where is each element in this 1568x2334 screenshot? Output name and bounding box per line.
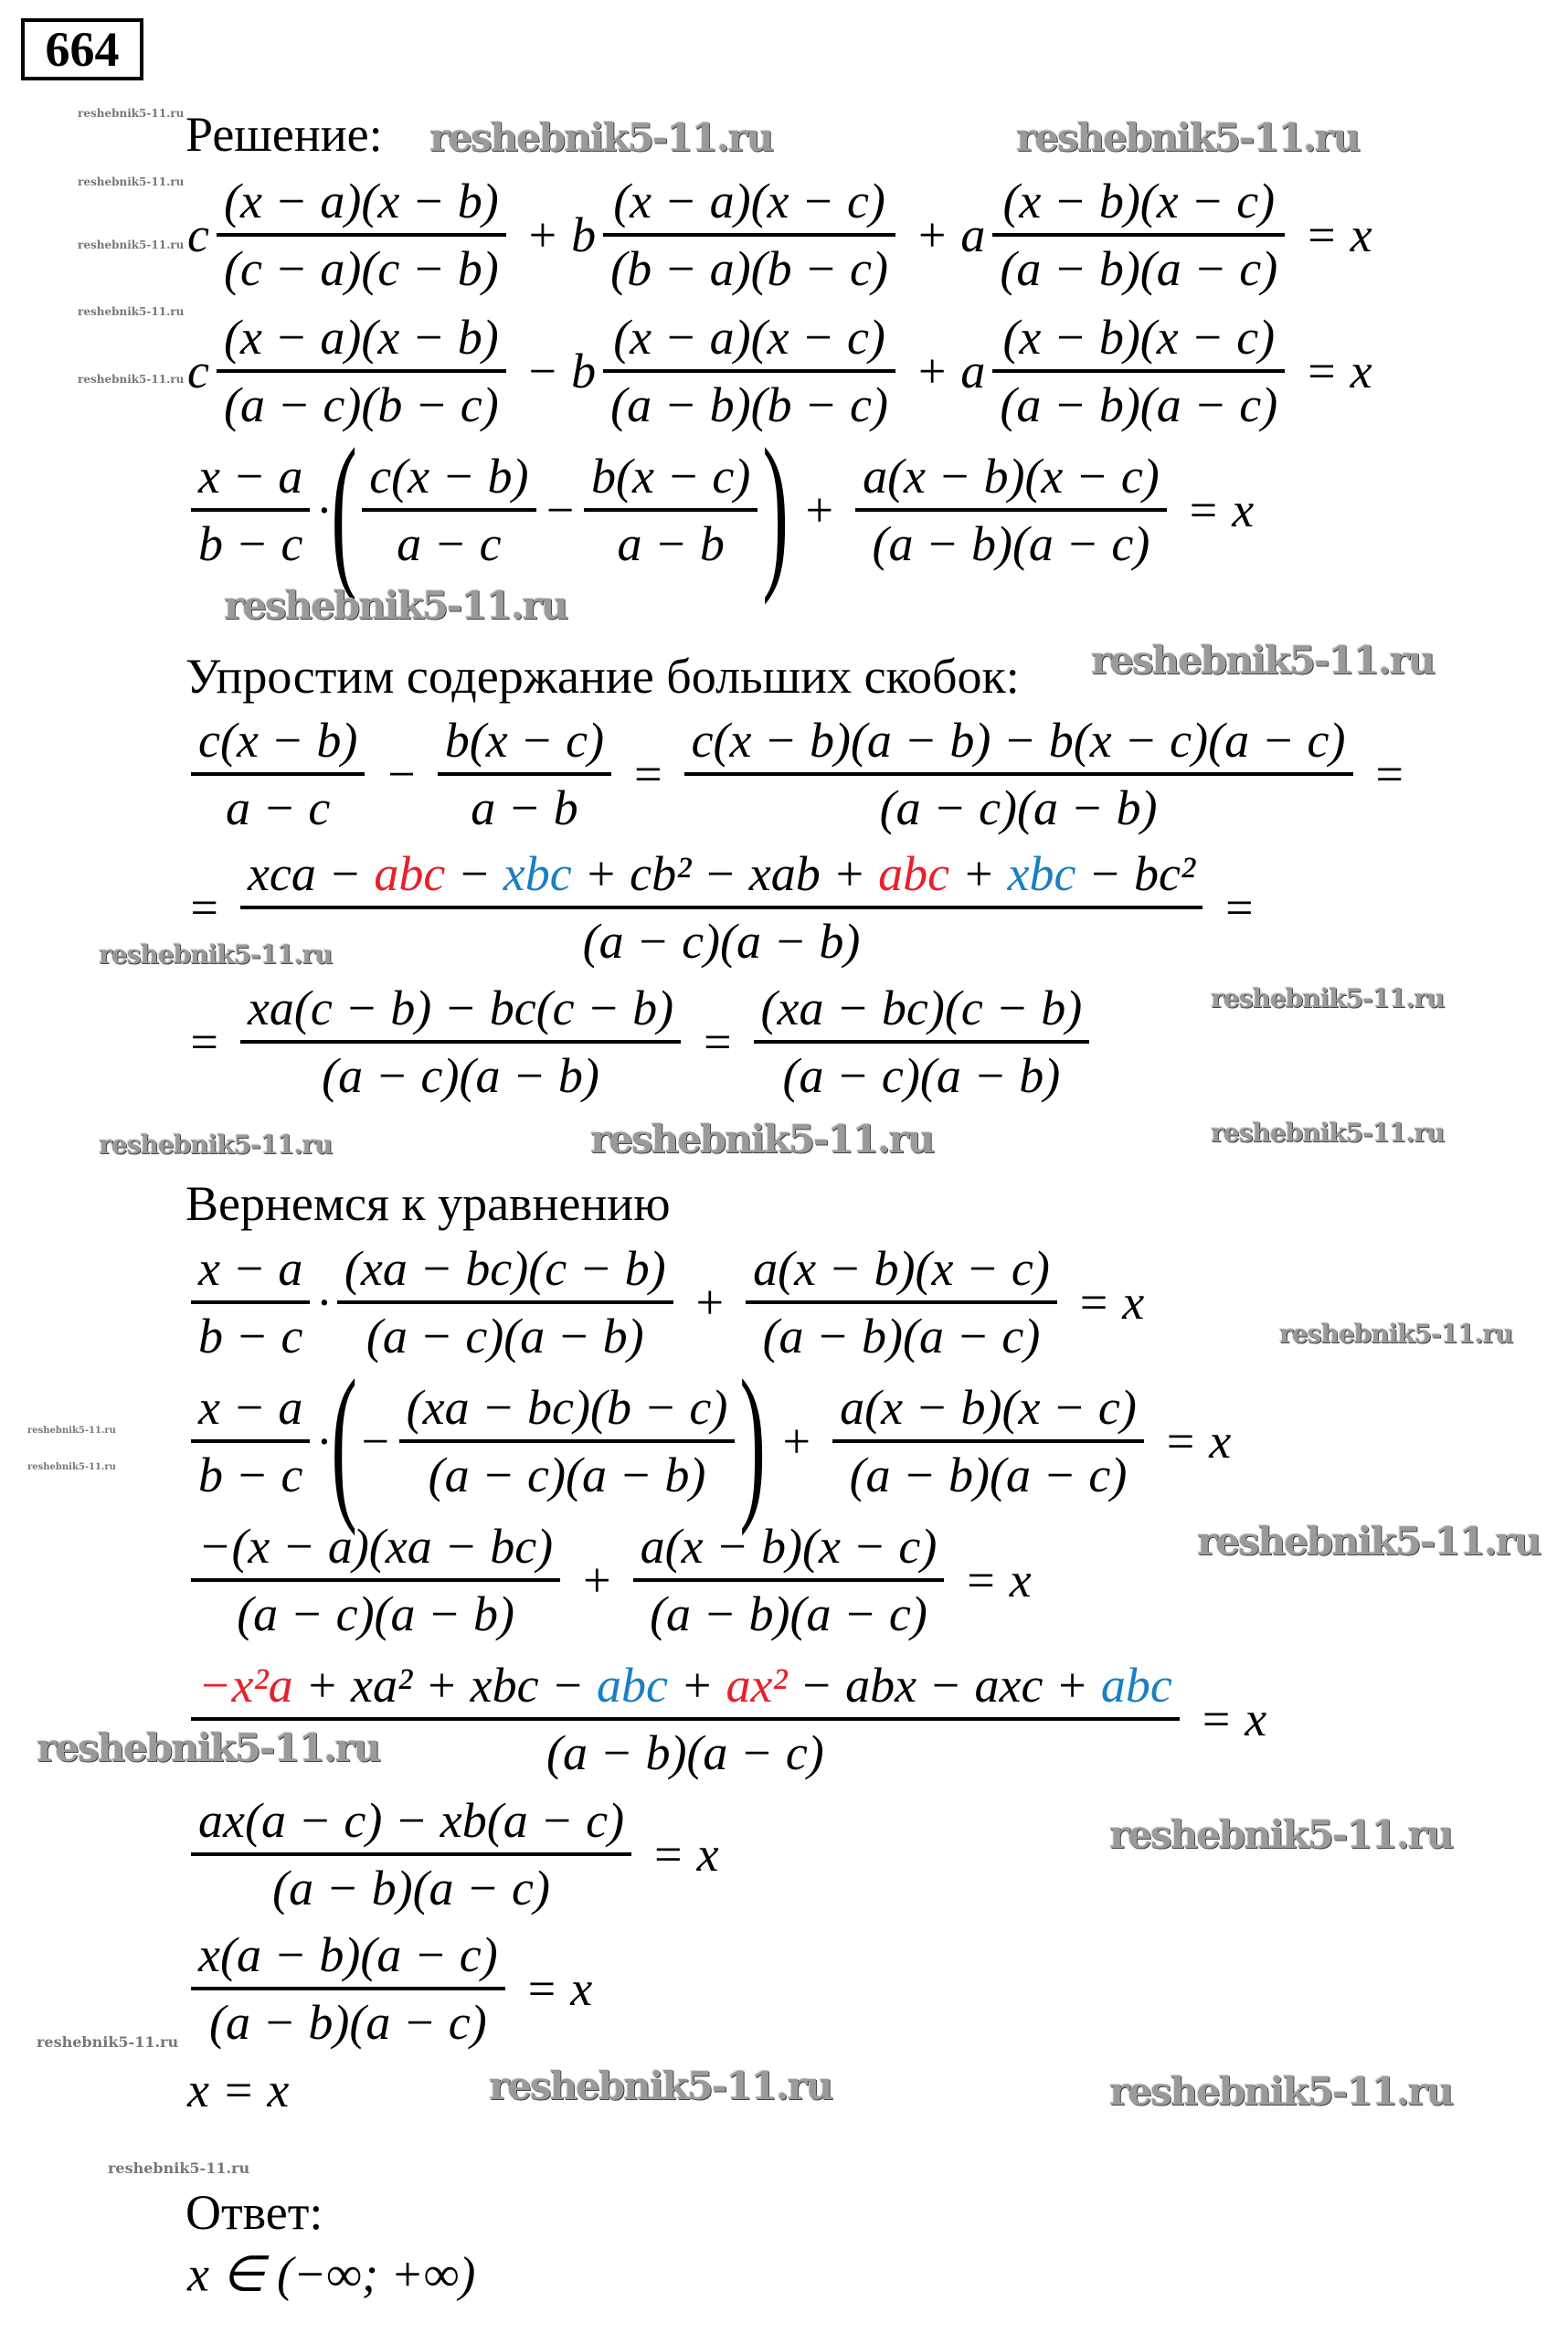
equation-line — [185, 2062, 291, 2118]
math-text: − b — [513, 344, 597, 398]
denominator: (a − c)(a − b) — [782, 1048, 1061, 1103]
term: − abx − axc + — [787, 1658, 1101, 1713]
big-parenthesis: ( — [331, 414, 357, 606]
watermark: reshebnik5-11.ru — [1279, 1319, 1513, 1349]
math-text: x = x — [187, 2063, 290, 2117]
fraction — [832, 1375, 1144, 1507]
math-text: = x — [1292, 207, 1372, 262]
fraction — [217, 305, 506, 437]
math-text: · — [317, 483, 330, 537]
watermark: reshebnik5-11.ru — [27, 1426, 116, 1436]
equation-line — [185, 1923, 594, 2054]
denominator: a − c — [397, 516, 502, 571]
watermark: reshebnik5-11.ru — [78, 305, 185, 318]
math-text: − — [358, 1414, 392, 1469]
numerator: ax(a − c) − xb(a − c) — [198, 1793, 625, 1848]
answer-label: Ответ: — [185, 2185, 323, 2240]
numerator: (x − a)(x − b) — [223, 174, 499, 228]
big-parenthesis: ) — [739, 1345, 767, 1537]
numerator: (x − a)(x − c) — [613, 310, 885, 365]
fraction — [191, 1375, 310, 1507]
math-text: = x — [639, 1827, 719, 1882]
math-text: = x — [1150, 1414, 1232, 1469]
watermark: reshebnik5-11.ru — [37, 1725, 380, 1770]
math-text: = — [187, 880, 233, 935]
numerator: (xa − bc)(b − c) — [406, 1380, 728, 1435]
math-text: x ∈ (−∞; +∞) — [187, 2246, 476, 2302]
equation-line — [185, 976, 1095, 1108]
math-text: = — [1210, 880, 1256, 935]
watermark: reshebnik5-11.ru — [78, 175, 185, 188]
highlighted-term-red: −x²a — [198, 1658, 293, 1713]
highlighted-term-red: abc — [374, 846, 446, 901]
math-text: = — [1360, 747, 1406, 801]
math-text: = x — [512, 1961, 593, 2016]
watermark: reshebnik5-11.ru — [1091, 638, 1435, 683]
denominator: (a − b)(a − c) — [762, 1309, 1041, 1363]
equation-line — [185, 1236, 1146, 1368]
numerator: x − a — [198, 449, 303, 504]
fraction — [633, 1514, 945, 1646]
fraction — [240, 976, 681, 1108]
numerator: (xa − bc)(c − b) — [760, 981, 1083, 1035]
fraction — [746, 1236, 1057, 1368]
equation-line — [185, 842, 1257, 973]
term: + — [949, 846, 1008, 901]
fraction — [240, 842, 1202, 973]
numerator: a(x − b)(x − c) — [840, 1380, 1137, 1435]
watermark: reshebnik5-11.ru — [1109, 2069, 1453, 2114]
fraction — [191, 1923, 505, 2054]
fraction — [603, 169, 895, 301]
fraction — [992, 305, 1285, 437]
equation-line — [185, 1345, 1233, 1537]
equation-line — [185, 169, 1374, 301]
fraction — [855, 444, 1167, 576]
math-text: + a — [902, 344, 986, 398]
watermark: reshebnik5-11.ru — [1211, 983, 1445, 1013]
numerator: (x − b)(x − c) — [1002, 310, 1276, 365]
math-text: c — [187, 344, 209, 398]
numerator: (x − a)(x − c) — [613, 174, 885, 228]
math-text: = — [688, 1014, 747, 1069]
math-text: + — [789, 483, 849, 537]
numerator: (x − b)(x − c) — [1002, 174, 1276, 228]
watermark: reshebnik5-11.ru — [590, 1117, 934, 1162]
fraction — [992, 169, 1285, 301]
math-text: = x — [1064, 1275, 1145, 1330]
denominator: (a − b)(a − c) — [650, 1586, 927, 1641]
term: − bc² — [1075, 846, 1196, 901]
denominator: (a − b)(a − c) — [872, 516, 1150, 571]
equation-line — [185, 2245, 477, 2303]
watermark: reshebnik5-11.ru — [1109, 1812, 1453, 1857]
math-text: + a — [902, 207, 986, 262]
term: + xa² + xbc − — [292, 1658, 598, 1713]
highlighted-term-blue: xbc — [503, 846, 572, 901]
math-text: · — [317, 1275, 330, 1330]
numerator: (xa − bc)(c − b) — [344, 1241, 666, 1296]
numerator: c(x − b) — [369, 449, 529, 504]
fraction — [191, 444, 310, 576]
denominator: a − b — [471, 780, 578, 835]
watermark: reshebnik5-11.ru — [37, 2033, 179, 2051]
watermark: reshebnik5-11.ru — [1211, 1118, 1445, 1148]
math-text: + — [567, 1553, 626, 1607]
watermark: reshebnik5-11.ru — [108, 2159, 250, 2177]
watermark: reshebnik5-11.ru — [429, 115, 773, 160]
highlighted-term-blue: xbc — [1007, 846, 1076, 901]
math-text: − — [372, 747, 430, 801]
numerator: a(x − b)(x − c) — [640, 1519, 938, 1574]
fraction — [684, 708, 1353, 840]
denominator: (a − b)(a − c) — [849, 1448, 1128, 1502]
denominator: (a − c)(a − b) — [428, 1448, 706, 1502]
numerator: (x − a)(x − b) — [223, 310, 499, 365]
math-text: + — [767, 1414, 826, 1469]
numerator: c(x − b)(a − b) − b(x − c)(a − c) — [691, 713, 1346, 768]
math-text: c — [187, 207, 209, 262]
fraction — [603, 305, 895, 437]
math-text: = — [619, 747, 677, 801]
fraction — [584, 444, 758, 576]
math-text: = — [187, 1014, 233, 1069]
numerator: x − a — [198, 1241, 303, 1296]
term: xca − — [247, 846, 375, 901]
fraction — [191, 1514, 560, 1646]
watermark: reshebnik5-11.ru — [99, 1130, 333, 1160]
denominator: (a − c)(b − c) — [223, 377, 499, 432]
equation-line — [185, 1514, 1033, 1646]
denominator: (a − b)(a − c) — [1000, 241, 1278, 296]
denominator: (c − a)(c − b) — [223, 241, 499, 296]
equation-line — [185, 1788, 721, 1920]
math-text: − — [543, 483, 577, 537]
fraction — [337, 1236, 673, 1368]
fraction — [754, 976, 1090, 1108]
highlighted-term-blue: abc — [1100, 1658, 1172, 1713]
numerator: x − a — [198, 1380, 303, 1435]
numerator: −(x − a)(xa − bc) — [198, 1519, 554, 1574]
watermark: reshebnik5-11.ru — [78, 107, 185, 120]
denominator: (a − c)(a − b) — [366, 1309, 644, 1363]
fraction — [217, 169, 506, 301]
math-text: = x — [1186, 1692, 1267, 1746]
denominator: (a − b)(a − c) — [1000, 377, 1278, 432]
fraction — [438, 708, 611, 840]
denominator: a − b — [617, 516, 725, 571]
fraction — [191, 708, 365, 840]
numerator — [191, 1653, 1180, 1717]
watermark: reshebnik5-11.ru — [78, 373, 185, 386]
denominator: (a − c)(a − b) — [582, 914, 861, 969]
denominator: (a − b)(b − c) — [610, 377, 888, 432]
denominator: (a − b)(a − c) — [546, 1725, 824, 1780]
highlighted-term-red: ax² — [726, 1658, 788, 1713]
watermark: reshebnik5-11.ru — [1016, 115, 1360, 160]
solution-label: Решение: — [185, 107, 383, 162]
problem-number: 664 — [21, 18, 143, 80]
watermark: reshebnik5-11.ru — [1197, 1519, 1541, 1564]
watermark: reshebnik5-11.ru — [78, 239, 185, 251]
watermark: reshebnik5-11.ru — [489, 2063, 832, 2108]
numerator: x(a − b)(a − c) — [198, 1927, 498, 1982]
term: − — [445, 846, 503, 901]
denominator: (a − b)(a − c) — [208, 1995, 487, 2050]
simplify-label: Упростим содержание больших скобок: — [185, 649, 1020, 704]
denominator: (a − c)(a − b) — [322, 1048, 599, 1103]
numerator: c(x − b) — [198, 713, 358, 768]
denominator: b − c — [198, 1448, 303, 1502]
fraction — [399, 1375, 736, 1507]
numerator: b(x − c) — [591, 449, 751, 504]
denominator: (a − c)(a − b) — [879, 780, 1158, 835]
numerator — [240, 842, 1202, 906]
watermark: reshebnik5-11.ru — [224, 583, 567, 628]
numerator: a(x − b)(x − c) — [753, 1241, 1050, 1296]
equation-line — [185, 708, 1407, 840]
denominator: (b − a)(b − c) — [610, 241, 888, 296]
numerator: xa(c − b) − bc(c − b) — [247, 981, 674, 1035]
watermark: reshebnik5-11.ru — [27, 1462, 116, 1472]
fraction — [191, 1788, 631, 1920]
math-text: = x — [951, 1553, 1032, 1607]
denominator: a − c — [225, 780, 331, 835]
denominator: b − c — [198, 516, 303, 571]
highlighted-term-blue: abc — [597, 1658, 668, 1713]
math-text: + — [680, 1275, 739, 1330]
fraction — [362, 444, 535, 576]
math-text: · — [317, 1414, 330, 1469]
big-parenthesis: ) — [762, 414, 789, 606]
math-text: = x — [1292, 344, 1372, 398]
denominator: (a − c)(a − b) — [237, 1586, 514, 1641]
return-label: Вернемся к уравнению — [185, 1176, 671, 1231]
math-text: = x — [1173, 483, 1255, 537]
highlighted-term-red: abc — [878, 846, 950, 901]
fraction — [191, 1236, 310, 1368]
denominator: b − c — [198, 1309, 303, 1363]
watermark: reshebnik5-11.ru — [99, 939, 333, 970]
denominator: (a − b)(a − c) — [272, 1861, 550, 1915]
term: + cb² − xab + — [571, 846, 879, 901]
math-text: + b — [513, 207, 597, 262]
numerator: a(x − b)(x − c) — [863, 449, 1160, 504]
term: + — [668, 1658, 726, 1713]
big-parenthesis: ( — [331, 1345, 357, 1537]
numerator: b(x − c) — [444, 713, 605, 768]
